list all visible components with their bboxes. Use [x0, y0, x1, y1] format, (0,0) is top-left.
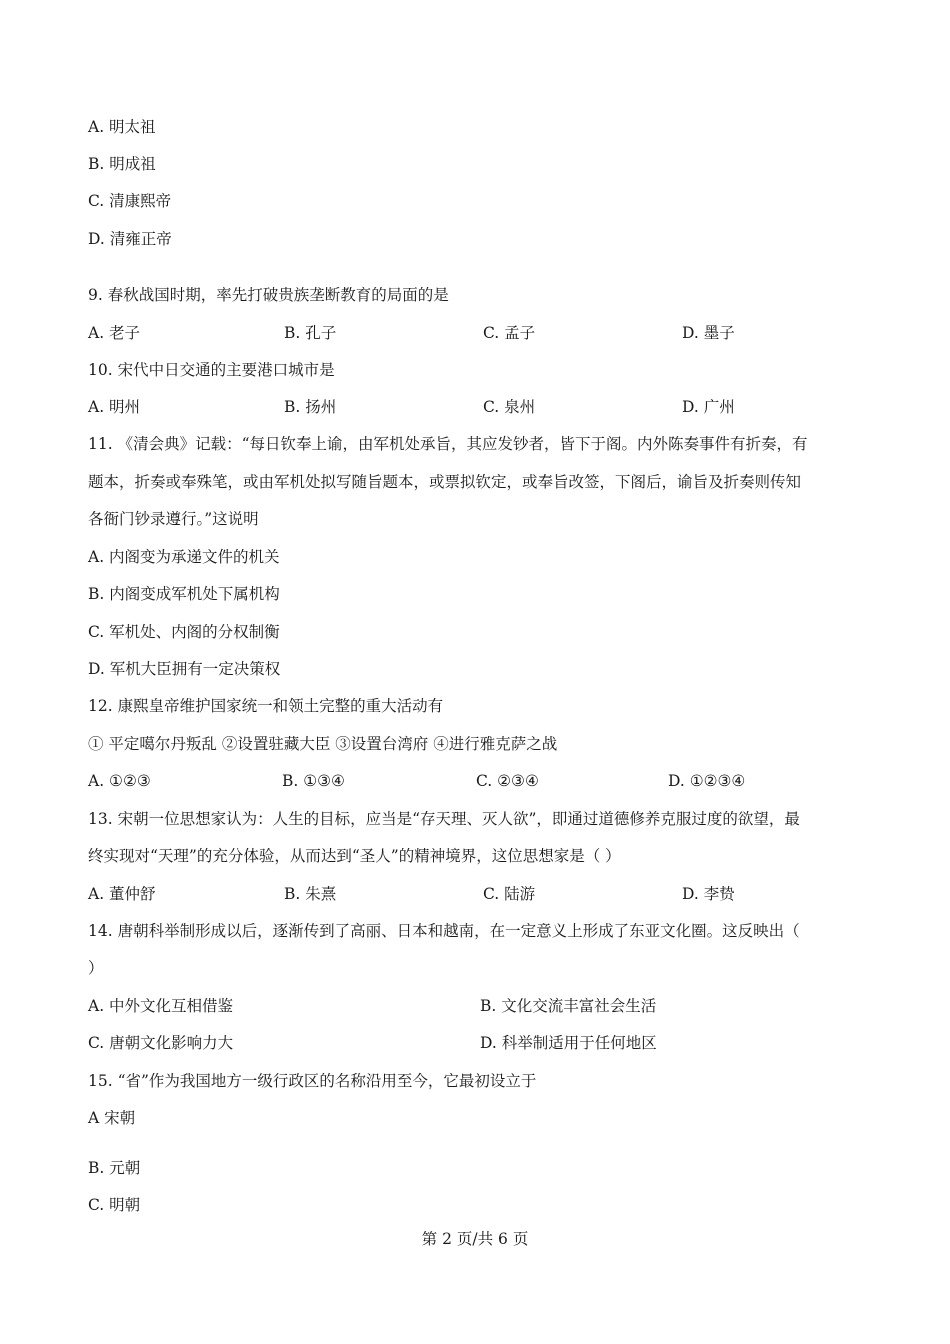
q13-option-b: B. 朱熹: [284, 885, 337, 903]
q8-option-c: C. 清康熙帝: [88, 192, 172, 210]
q13-option-d: D. 李贽: [682, 885, 735, 903]
q8-option-b: B. 明成祖: [88, 155, 156, 173]
q8-option-a: A. 明太祖: [88, 118, 156, 136]
q12-option-b: B. ①③④: [282, 772, 345, 790]
q14-stem-line-1: 14. 唐朝科举制形成以后，逐渐传到了高丽、日本和越南，在一定意义上形成了东亚文化圈。这反映出（: [88, 922, 800, 940]
q12-stem: 12. 康熙皇帝维护国家统一和领土完整的重大活动有: [88, 697, 444, 715]
q11-stem-line-1: 11. 《清会典》记载：“每日钦奉上谕，由军机处承旨，其应发钞者，皆下于阁。内外陈奏事件有折奏，有: [88, 435, 808, 453]
q12-items: ① 平定噶尔丹叛乱 ②设置驻藏大臣 ③设置台湾府 ④进行雅克萨之战: [88, 735, 558, 753]
q13-option-a: A. 董仲舒: [88, 885, 156, 903]
q10-stem: 10. 宋代中日交通的主要港口城市是: [88, 361, 335, 379]
q11-option-a: A. 内阁变为承递文件的机关: [88, 548, 280, 566]
q10-option-c: C. 泉州: [483, 398, 536, 416]
q15-option-a: A 宋朝: [88, 1109, 136, 1127]
q8-option-d: D. 清雍正帝: [88, 230, 172, 248]
q11-stem-line-2: 题本，折奏或奉殊笔，或由军机处拟写随旨题本，或票拟钦定，或奉旨改签，下阁后，谕旨及折奏则传知: [88, 473, 802, 491]
q11-option-d: D. 军机大臣拥有一定决策权: [88, 660, 281, 678]
q9-option-b: B. 孔子: [284, 324, 337, 342]
q14-option-a: A. 中外文化互相借鉴: [88, 997, 234, 1015]
q14-option-b: B. 文化交流丰富社会生活: [480, 997, 657, 1015]
q12-option-c: C. ②③④: [476, 772, 539, 790]
q9-option-c: C. 孟子: [483, 324, 536, 342]
q15-stem: 15. “省”作为我国地方一级行政区的名称沿用至今，它最初设立于: [88, 1072, 537, 1090]
q15-option-c: C. 明朝: [88, 1196, 141, 1214]
q9-option-d: D. 墨子: [682, 324, 735, 342]
q9-stem: 9. 春秋战国时期，率先打破贵族垄断教育的局面的是: [88, 286, 449, 304]
q15-option-b: B. 元朝: [88, 1159, 141, 1177]
q10-option-d: D. 广州: [682, 398, 735, 416]
q13-stem-line-2: 终实现对“天理”的充分体验，从而达到“圣人”的精神境界，这位思想家是（ ）: [88, 847, 621, 865]
q10-option-b: B. 扬州: [284, 398, 337, 416]
q14-option-d: D. 科举制适用于任何地区: [480, 1034, 657, 1052]
q11-option-b: B. 内阁变成军机处下属机构: [88, 585, 280, 603]
q13-option-c: C. 陆游: [483, 885, 536, 903]
q12-option-d: D. ①②③④: [668, 772, 746, 790]
q12-option-a: A. ①②③: [88, 772, 151, 790]
q9-option-a: A. 老子: [88, 324, 141, 342]
q11-option-c: C. 军机处、内阁的分权制衡: [88, 623, 280, 641]
q13-stem-line-1: 13. 宋朝一位思想家认为：人生的目标，应当是“存天理、灭人欲”，即通过道德修养克服过度的欲望，最: [88, 810, 800, 828]
q11-stem-line-3: 各衙门钞录遵行。”这说明: [88, 510, 259, 528]
q10-option-a: A. 明州: [88, 398, 141, 416]
q14-stem-line-2: ）: [88, 959, 104, 977]
q14-option-c: C. 唐朝文化影响力大: [88, 1034, 234, 1052]
page-number: 第 2 页/共 6 页: [421, 1230, 529, 1248]
